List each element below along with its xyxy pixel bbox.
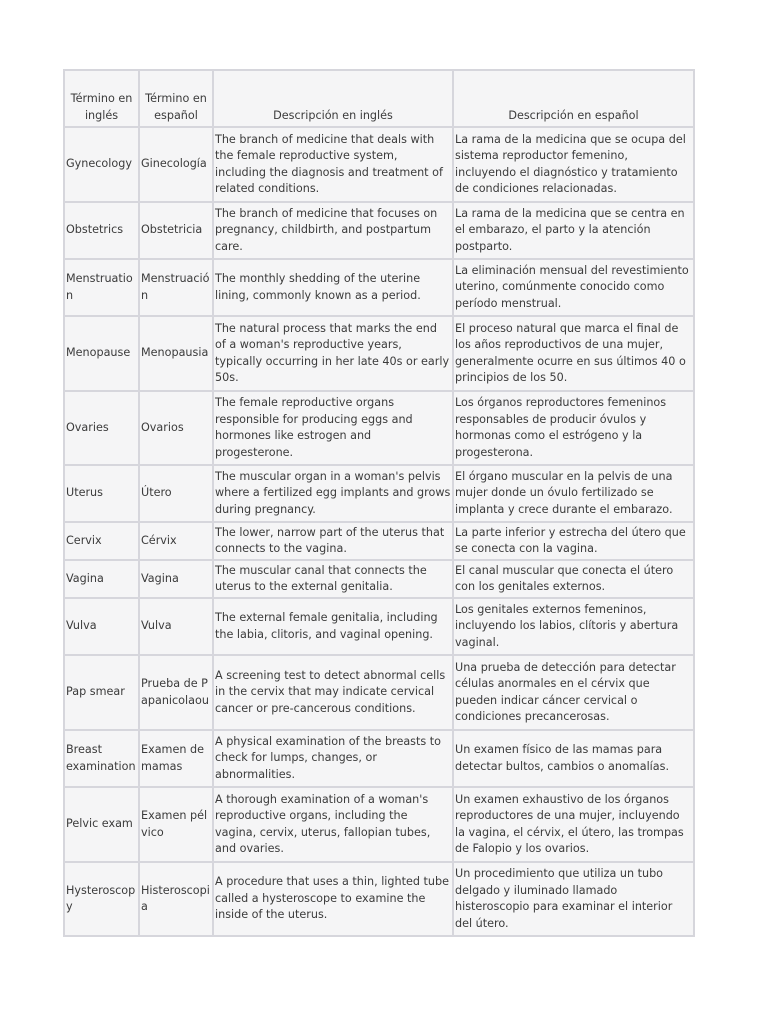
cell-term-en: Hysteroscopy <box>64 862 139 936</box>
cell-term-es: Menstruación <box>139 259 213 316</box>
cell-desc-es: Un procedimiento que utiliza un tubo delgado y iluminado llamado histeroscopio para examinar el interior del útero. <box>453 862 694 936</box>
table-row <box>64 787 694 862</box>
cell-term-es: Ovarios <box>139 391 213 465</box>
cell-term-es: Obstetricia <box>139 202 213 259</box>
cell-desc-en: The lower, narrow part of the uterus that connects to the vagina. <box>213 522 453 560</box>
cell-desc-es: Un examen exhaustivo de los órganos reproductores de una mujer, incluyendo la vagina, el cérvix, el útero, las trompas de Falopio y los ovarios. <box>453 787 694 862</box>
cell-term-es: Vagina <box>139 560 213 598</box>
table-row <box>64 391 694 465</box>
cell-term-en: Ovaries <box>64 391 139 465</box>
cell-desc-en: The female reproductive organs responsible for producing eggs and hormones like estrogen and progesterone. <box>213 391 453 465</box>
cell-term-es: Ginecología <box>139 127 213 202</box>
cell-term-es: Vulva <box>139 598 213 655</box>
cell-desc-en: The natural process that marks the end of a woman's reproductive years, typically occurring in her late 40s or early 50s. <box>213 316 453 391</box>
table-row <box>64 202 694 259</box>
cell-desc-en: The branch of medicine that deals with the female reproductive system, including the diagnosis and treatment of related conditions. <box>213 127 453 202</box>
table-header <box>64 70 694 127</box>
cell-desc-es: Los genitales externos femeninos, incluyendo los labios, clítoris y abertura vaginal. <box>453 598 694 655</box>
cell-term-es: Menopausia <box>139 316 213 391</box>
table-body <box>64 127 694 936</box>
table-row <box>64 560 694 598</box>
cell-desc-es: La eliminación mensual del revestimiento uterino, comúnmente conocido como período menstrual. <box>453 259 694 316</box>
cell-desc-en: The muscular organ in a woman's pelvis where a fertilized egg implants and grows during pregnancy. <box>213 465 453 522</box>
table-row <box>64 127 694 202</box>
header-row <box>64 70 694 127</box>
cell-term-en: Uterus <box>64 465 139 522</box>
header-term-en: Término en inglés <box>64 70 139 127</box>
cell-desc-en: The external female genitalia, including the labia, clitoris, and vaginal opening. <box>213 598 453 655</box>
cell-desc-en: A screening test to detect abnormal cells in the cervix that may indicate cervical cancer or pre-cancerous conditions. <box>213 655 453 730</box>
table-row <box>64 730 694 787</box>
table-row <box>64 598 694 655</box>
cell-term-es: Histeroscopia <box>139 862 213 936</box>
cell-term-en: Vulva <box>64 598 139 655</box>
cell-term-en: Vagina <box>64 560 139 598</box>
cell-term-en: Breast examination <box>64 730 139 787</box>
cell-desc-es: Los órganos reproductores femeninos responsables de producir óvulos y hormonas como el estrógeno y la progesterona. <box>453 391 694 465</box>
cell-term-en: Pap smear <box>64 655 139 730</box>
cell-desc-en: The monthly shedding of the uterine lining, commonly known as a period. <box>213 259 453 316</box>
cell-term-es: Útero <box>139 465 213 522</box>
cell-term-es: Prueba de Papanicolaou <box>139 655 213 730</box>
cell-desc-en: A thorough examination of a woman's reproductive organs, including the vagina, cervix, uterus, fallopian tubes, and ovaries. <box>213 787 453 862</box>
cell-term-es: Examen de mamas <box>139 730 213 787</box>
cell-term-en: Pelvic exam <box>64 787 139 862</box>
cell-desc-es: El canal muscular que conecta el útero con los genitales externos. <box>453 560 694 598</box>
cell-term-es: Examen pélvico <box>139 787 213 862</box>
cell-desc-en: The muscular canal that connects the uterus to the external genitalia. <box>213 560 453 598</box>
cell-term-en: Menopause <box>64 316 139 391</box>
table-row <box>64 862 694 936</box>
table-row <box>64 465 694 522</box>
header-desc-es: Descripción en español <box>453 70 694 127</box>
table-row <box>64 655 694 730</box>
cell-desc-es: El órgano muscular en la pelvis de una mujer donde un óvulo fertilizado se implanta y crece durante el embarazo. <box>453 465 694 522</box>
header-desc-en: Descripción en inglés <box>213 70 453 127</box>
cell-desc-es: La parte inferior y estrecha del útero que se conecta con la vagina. <box>453 522 694 560</box>
cell-desc-en: A procedure that uses a thin, lighted tube called a hysteroscope to examine the inside of the uterus. <box>213 862 453 936</box>
cell-term-en: Cervix <box>64 522 139 560</box>
cell-desc-es: La rama de la medicina que se ocupa del sistema reproductor femenino, incluyendo el diagnóstico y tratamiento de condiciones relacionadas. <box>453 127 694 202</box>
glossary-table <box>63 69 695 937</box>
cell-term-es: Cérvix <box>139 522 213 560</box>
cell-desc-es: El proceso natural que marca el final de los años reproductivos de una mujer, generalmente ocurre en sus últimos 40 o principios de los 50. <box>453 316 694 391</box>
table-row <box>64 259 694 316</box>
cell-term-en: Obstetrics <box>64 202 139 259</box>
cell-desc-es: Una prueba de detección para detectar células anormales en el cérvix que pueden indicar cáncer cervical o condiciones precancerosas. <box>453 655 694 730</box>
table-row <box>64 316 694 391</box>
cell-desc-es: La rama de la medicina que se centra en el embarazo, el parto y la atención postparto. <box>453 202 694 259</box>
cell-term-en: Menstruation <box>64 259 139 316</box>
cell-term-en: Gynecology <box>64 127 139 202</box>
cell-desc-en: The branch of medicine that focuses on pregnancy, childbirth, and postpartum care. <box>213 202 453 259</box>
table-row <box>64 522 694 560</box>
cell-desc-en: A physical examination of the breasts to check for lumps, changes, or abnormalities. <box>213 730 453 787</box>
header-term-es: Término en español <box>139 70 213 127</box>
cell-desc-es: Un examen físico de las mamas para detectar bultos, cambios o anomalías. <box>453 730 694 787</box>
